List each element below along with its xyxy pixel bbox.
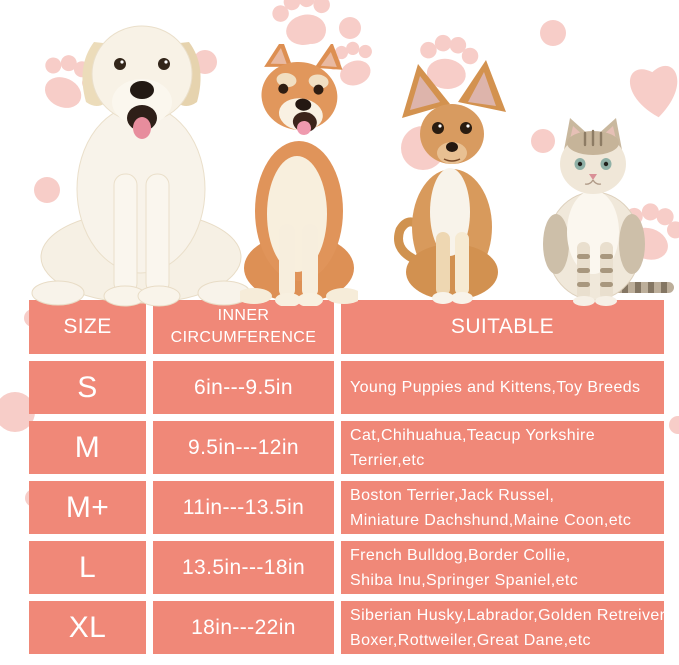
table-cell-size: M: [29, 421, 146, 474]
table-cell-size: XL: [29, 601, 146, 654]
suitable-line: French Bulldog,Border Collie,: [350, 546, 571, 564]
column-header-size: SIZE: [29, 300, 146, 354]
shiba-inu-illustration: [240, 44, 358, 306]
table-cell-suitable: [341, 421, 664, 474]
table-cell-inner-circumference: 13.5in---18in: [153, 541, 334, 594]
labrador-illustration: [30, 12, 252, 308]
table-cell-suitable: [341, 601, 670, 654]
pets-photo-strip: [0, 0, 679, 312]
table-cell-inner-circumference: 6in---9.5in: [153, 361, 334, 414]
suitable-line: Boxer,Rottweiler,Great Dane,etc: [350, 631, 591, 649]
table-cell-inner-circumference: 18in---22in: [153, 601, 334, 654]
table-cell-size: M+: [29, 481, 146, 534]
column-header-suitable: SUITABLE: [341, 300, 664, 354]
size-table: [29, 300, 670, 654]
suitable-line: Siberian Husky,Labrador,Golden Retreiver,: [350, 606, 670, 624]
table-cell-size: S: [29, 361, 146, 414]
dot-shape: [669, 416, 679, 434]
table-cell-size: L: [29, 541, 146, 594]
suitable-line: Shiba Inu,Springer Spaniel,etc: [350, 571, 579, 589]
suitable-line: Boston Terrier,Jack Russel,: [350, 486, 555, 504]
column-header-inner-circumference: INNER CIRCUMFERENCE: [153, 300, 334, 354]
suitable-line: Terrier,etc: [350, 451, 425, 469]
table-cell-inner-circumference: 9.5in---12in: [153, 421, 334, 474]
table-cell-suitable: [341, 481, 664, 534]
suitable-line: Miniature Dachshund,Maine Coon,etc: [350, 511, 632, 529]
cat-illustration: [538, 112, 676, 306]
suitable-line: Cat,Chihuahua,Teacup Yorkshire: [350, 426, 596, 444]
table-cell-inner-circumference: 11in---13.5in: [153, 481, 334, 534]
table-cell-suitable: [341, 541, 664, 594]
suitable-line: Young Puppies and Kittens,Toy Breeds: [350, 379, 641, 396]
table-cell-suitable: [341, 361, 664, 414]
chihuahua-illustration: [392, 60, 514, 304]
